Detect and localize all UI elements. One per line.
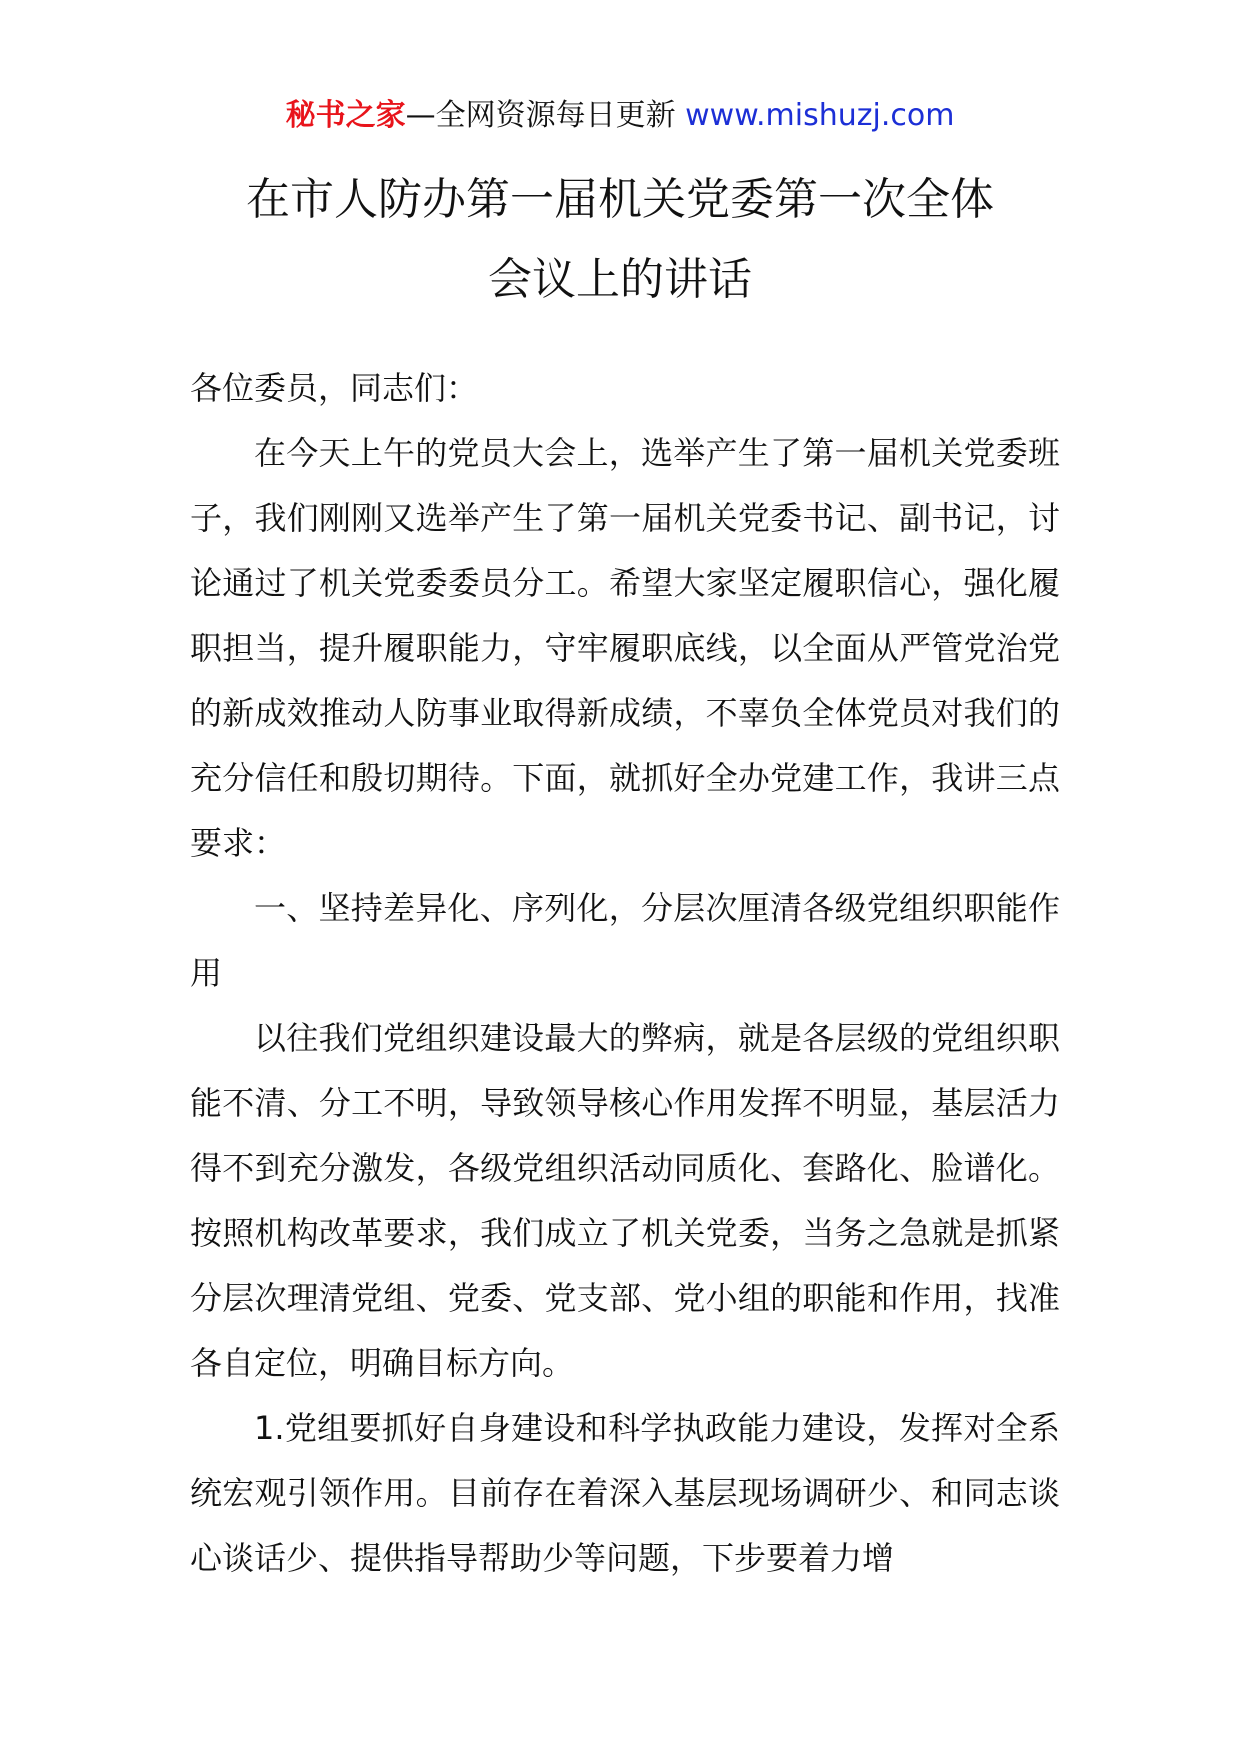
salutation: 各位委员，同志们： bbox=[190, 369, 479, 407]
watermark-header bbox=[0, 96, 1240, 136]
title-line-2: 会议上的讲话 bbox=[488, 254, 752, 305]
header-tagline: —全网资源每日更新 bbox=[405, 98, 676, 133]
site-link[interactable]: www.mishuzj.com bbox=[685, 98, 955, 133]
title-line-1: 在市人防办第一届机关党委第一次全体 bbox=[246, 174, 994, 225]
brand-name: 秘书之家 bbox=[285, 98, 406, 133]
paragraph-section-1: 以往我们党组织建设最大的弊病，就是各层级的党组织职能不清、分工不明，导致领导核心作用发挥不明显，基层活力得不到充分激发，各级党组织活动同质化、套路化、脸谱化。按照机构改革要求，我们成立了机关党委，当务之急就是抓紧分层次理清党组、党委、党支部、党小组的职能和作用，找准各自定位，明确目标方向。 bbox=[190, 1019, 1060, 1382]
document-title bbox=[0, 160, 1240, 320]
paragraph-intro: 在今天上午的党员大会上，选举产生了第一届机关党委班子，我们刚刚又选举产生了第一届机关党委书记、副书记，讨论通过了机关党委委员分工。希望大家坚定履职信心，强化履职担当，提升履职能力，守牢履职底线，以全面从严管党治党的新成效推动人防事业取得新成绩，不辜负全体党员对我们的充分信任和殷切期待。下面，就抓好全办党建工作，我讲三点要求： bbox=[190, 434, 1060, 862]
document-body bbox=[190, 356, 1060, 1591]
paragraph-point-1: 1.党组要抓好自身建设和科学执政能力建设，发挥对全系统宏观引领作用。目前存在着深入基层现场调研少、和同志谈心谈话少、提供指导帮助少等问题，下步要着力增 bbox=[190, 1409, 1060, 1577]
section-heading-1: 一、坚持差异化、序列化，分层次厘清各级党组织职能作用 bbox=[190, 889, 1060, 992]
